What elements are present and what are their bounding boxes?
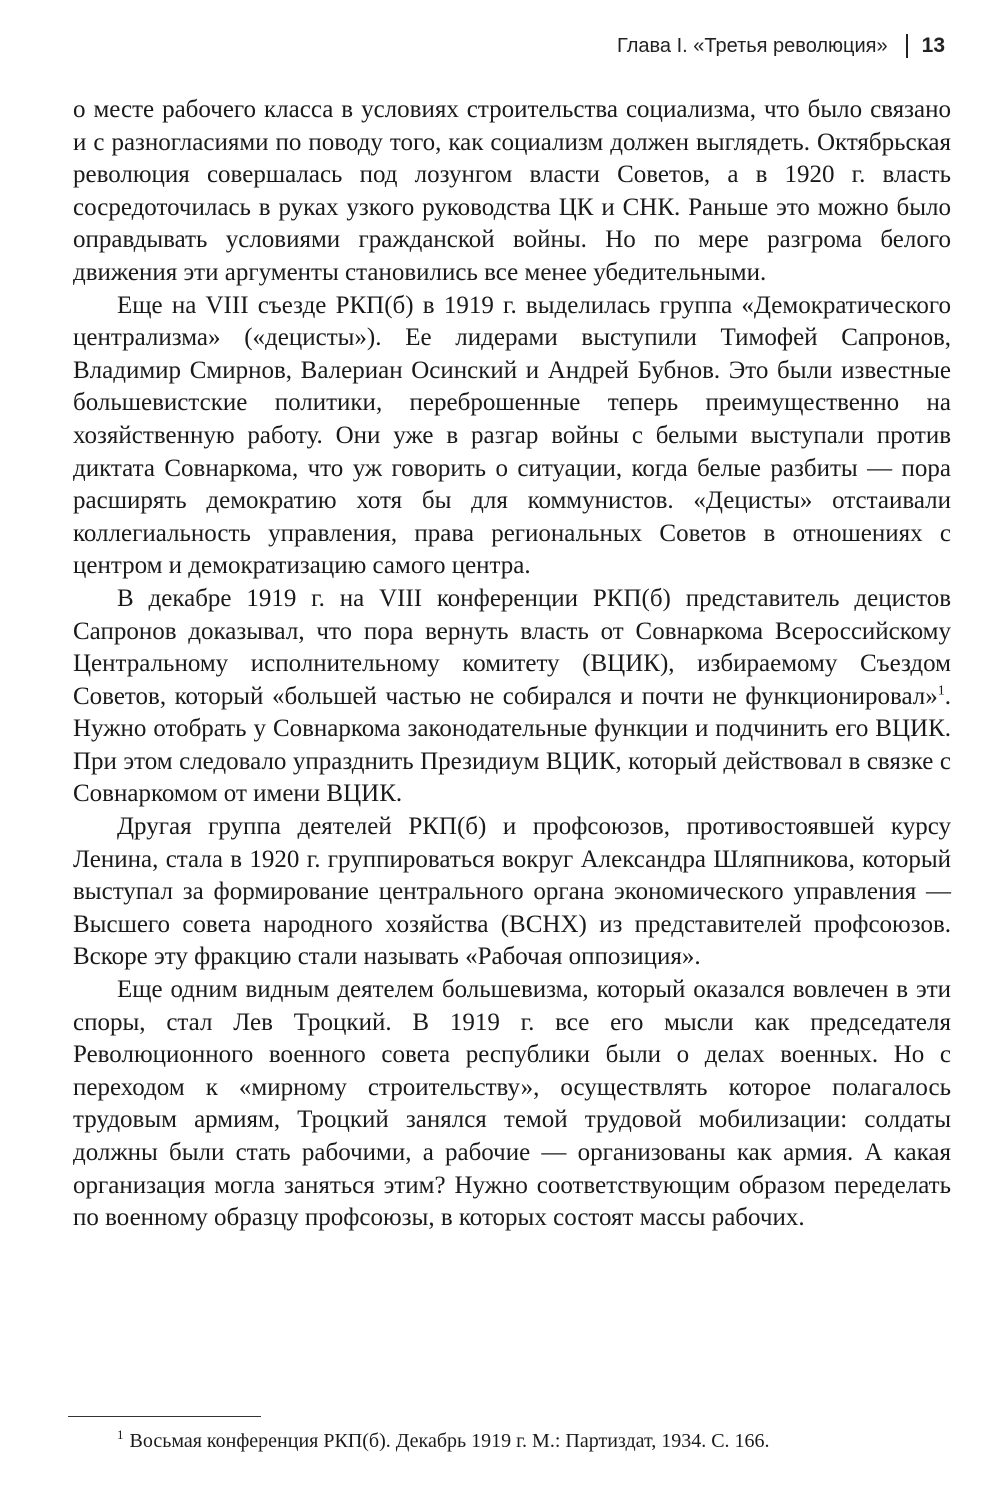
running-header	[617, 34, 945, 58]
paragraph: Еще одним видным деятелем большевизма, который оказался вовлечен в эти споры, стал Лев Троцкий. В 1919 г. все его мысли как председателя Революционного военного совета республики были о делах военных. Но с переходом к «мирному строительству», осуществлять которое полагалось трудовым армиям, Троцкий занялся темой трудовой мобилизации: солдаты должны были стать рабочими, а рабочие — организованы как армия. А какая организация могла заняться этим? Нужно соответствующим образом переделать по военному образцу профсоюзы, в которых состоят массы рабочих.	[73, 976, 951, 1232]
header-divider	[906, 34, 908, 58]
footnote-divider	[68, 1416, 261, 1417]
paragraph: Еще на VIII съезде РКП(б) в 1919 г. выделилась группа «Демократического централизма» («децисты»). Ее лидерами выступили Тимофей Сапронов, Владимир Смирнов, Валериан Осинский и Андрей Бубнов. Это были известные большевистские политики, переброшенные теперь преимущественно на хозяйственную работу. Они уже в разгар войны с белыми выступали против диктата Совнаркома, что уж говорить о ситуации, когда белые разбиты — пора расширять демократию хотя бы для коммунистов. «Децисты» отстаивали коллегиальность управления, права региональных Советов в отношениях с центром и демократизацию самого центра.	[73, 291, 951, 580]
paragraph	[73, 583, 951, 811]
paragraph-text: В декабре 1919 г. на VIII конференции РКП(б) представитель децистов Сапронов доказывал, что пора вернуть власть от Совнаркома Всероссийскому Центральному исполнительному комитету (ВЦИК), избираемому Съездом Советов, который «большей частью не собирался и почти не функционировал»	[73, 584, 951, 710]
chapter-title: Глава I. «Третья революция»	[617, 34, 888, 57]
paragraph: Другая группа деятелей РКП(б) и профсоюзов, противостоявшей курсу Ленина, стала в 1920 г. группироваться вокруг Александра Шляпникова, который выступал за формирование центрального органа экономического управления — Высшего совета народного хозяйства (ВСНХ) из представителей профсоюзов. Вскоре эту фракцию стали называть «Рабочая оппозиция».	[73, 813, 951, 971]
footnote	[73, 1428, 951, 1454]
paragraph: о месте рабочего класса в условиях строительства социализма, что было связано и с разногласиями по поводу того, как социализм должен выглядеть. Октябрьская революция совершалась под лозунгом власти Советов, а в 1920 г. власть сосредоточилась в руках узкого руководства ЦК и СНК. Раньше это можно было оправдывать условиями гражданской войны. Но по мере разгрома белого движения эти аргументы становились все менее убедительными.	[73, 96, 951, 286]
footnote-marker: 1	[117, 1427, 124, 1443]
page-number: 13	[921, 34, 945, 57]
footnote-reference: 1	[937, 683, 945, 699]
body-text	[73, 94, 951, 1235]
footnote-text: Восьмая конференция РКП(б). Декабрь 1919 г. М.: Партиздат, 1934. С. 166.	[129, 1430, 770, 1452]
paragraph-text: . Нужно отобрать у Совнаркома законодательные функции и подчинить его ВЦИК. При этом следовало упразднить Президиум ВЦИК, который действовал в связке с Совнаркомом от имени ВЦИК.	[73, 682, 951, 808]
